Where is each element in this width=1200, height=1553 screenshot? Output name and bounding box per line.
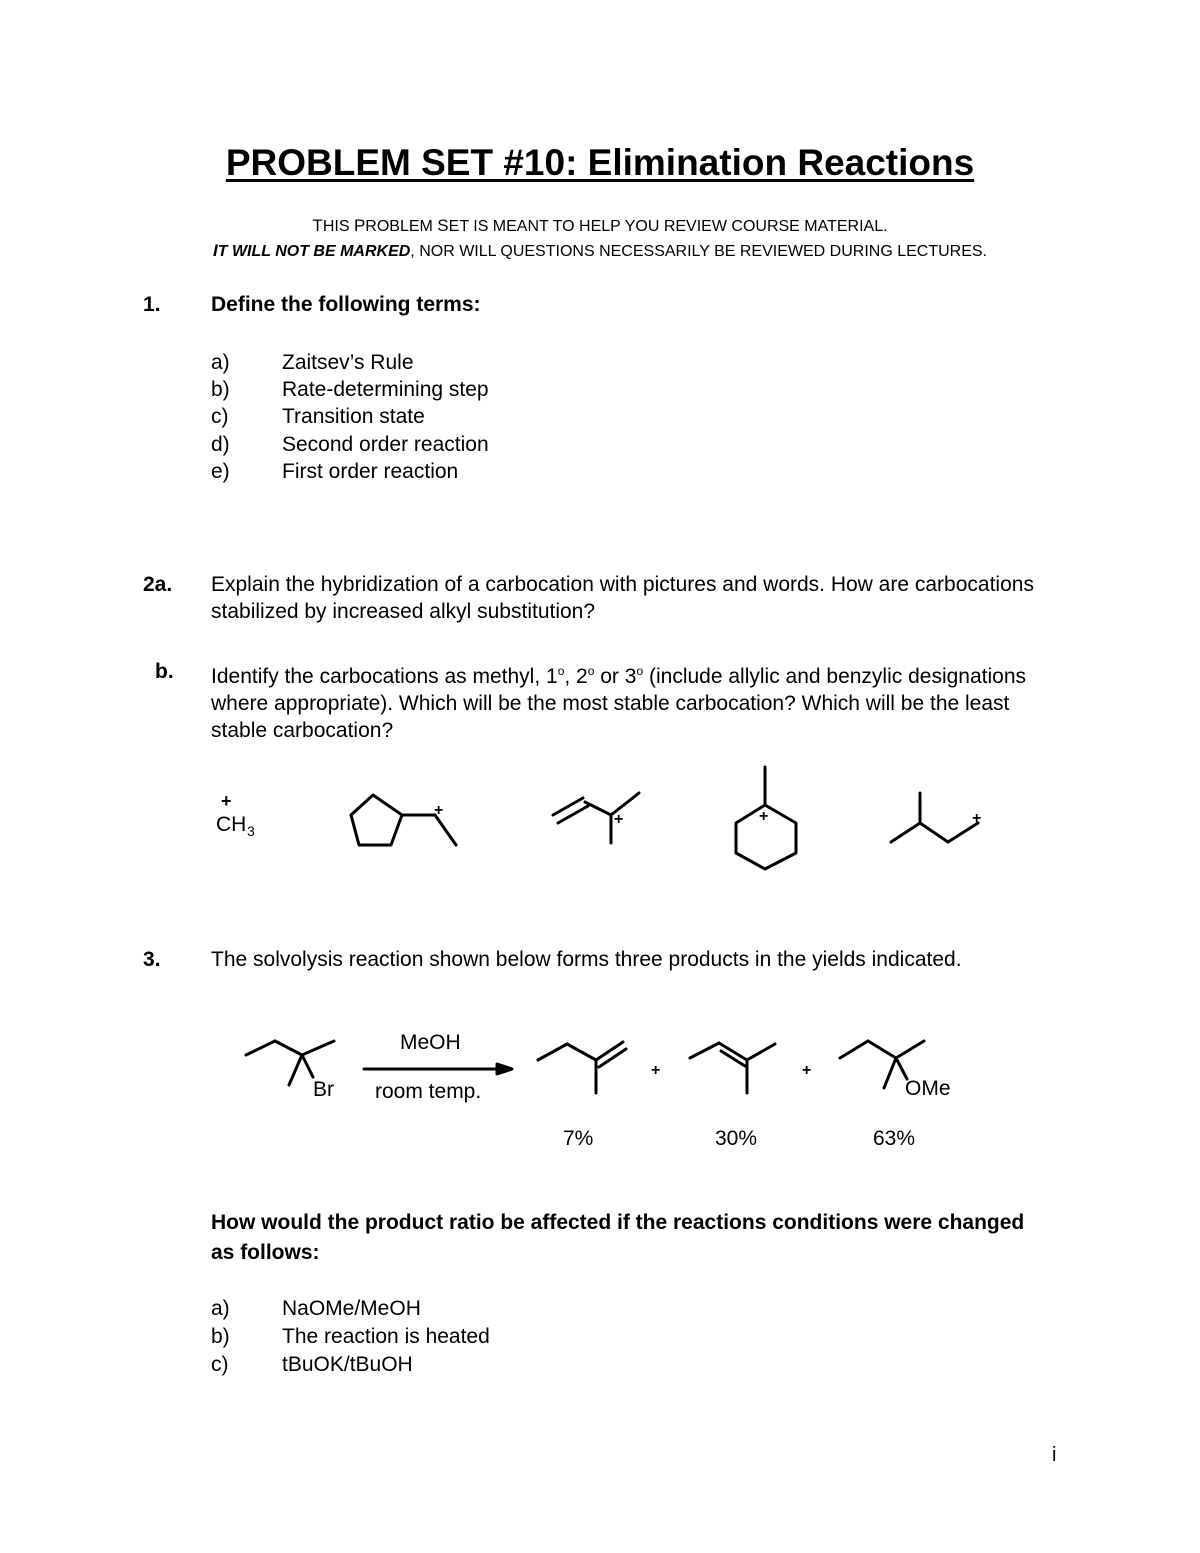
methyl-cation-plus: +: [221, 791, 232, 811]
q3-number: 3.: [143, 948, 161, 971]
q2a-number: 2a.: [143, 573, 173, 596]
q1-item-a-text: Zaitsev’s Rule: [282, 351, 414, 374]
q1-prompt: Define the following terms:: [211, 293, 481, 316]
q3-item-c-label: c): [211, 1353, 229, 1376]
isobutyl-cation-structure: [891, 793, 978, 842]
q2a-text: Explain the hybridization of a carbocation with pictures and words. How are carbocations stabilized by increased alkyl substitution?: [211, 573, 1034, 623]
page-title: PROBLEM SET #10: Elimination Reactions: [225, 142, 975, 183]
reaction-plus-2: +: [802, 1062, 812, 1079]
cyclohexyl-cation-plus: +: [759, 808, 769, 825]
methyl-cation-subscript: 3: [247, 823, 255, 839]
cyclopentyl-cation-plus: +: [434, 802, 444, 819]
q3-item-b-text: The reaction is heated: [282, 1325, 490, 1348]
q2b-number: b.: [155, 660, 174, 683]
condition-label: room temp.: [375, 1080, 482, 1103]
q3-text: The solvolysis reaction shown below forms three products in the yields indicated.: [211, 948, 962, 971]
isobutyl-cation-plus: +: [972, 810, 982, 827]
product-2-structure: [690, 1043, 775, 1093]
allylic-cation-structure: [553, 793, 639, 843]
q1-item-e-label: e): [211, 460, 230, 483]
subtitle-line-2: IT WILL NOT BE MARKED, NOR WILL QUESTIONS NECESSARILY BE REVIEWED DURING LECTURES.: [212, 241, 987, 260]
allylic-cation-plus: +: [614, 811, 624, 828]
page-number: i: [1052, 1444, 1057, 1466]
q2b-text: Identify the carbocations as methyl, 1$^o$, 2$^o$ or 3$^o$ (include allylic and benzylic designations where appropriate). Which will be the most stable carbocation? Which will be the least stable carbocation?: [211, 664, 1027, 742]
yield-product-3: 63%: [873, 1127, 916, 1150]
not-marked-emphasis: IT WILL NOT BE MARKED: [212, 241, 411, 260]
subtitle-line-1: THIS PROBLEM SET IS MEANT TO HELP YOU REVIEW COURSE MATERIAL.: [312, 216, 888, 235]
methyl-cation-label: CH: [216, 813, 247, 836]
q3-item-a-label: a): [211, 1297, 230, 1320]
reaction-arrow: [364, 1064, 512, 1074]
yield-product-1: 7%: [563, 1127, 594, 1150]
q3-item-a-text: NaOMe/MeOH: [282, 1297, 421, 1320]
q3-item-c-text: tBuOK/tBuOH: [282, 1353, 413, 1376]
reaction-plus-1: +: [651, 1062, 661, 1079]
q1-item-a-label: a): [211, 351, 230, 374]
q1-item-b-text: Rate-determining step: [282, 378, 489, 401]
q1-number: 1.: [143, 293, 161, 316]
product-1-structure: [538, 1042, 626, 1093]
q3-item-b-label: b): [211, 1325, 230, 1348]
q1-item-d-text: Second order reaction: [282, 433, 489, 456]
q1-item-c-label: c): [211, 405, 229, 428]
q1-item-d-label: d): [211, 433, 230, 456]
q1-item-c-text: Transition state: [282, 405, 425, 428]
yield-product-2: 30%: [715, 1127, 758, 1150]
q1-item-e-text: First order reaction: [282, 460, 459, 483]
product-group-label: OMe: [905, 1077, 951, 1100]
q1-item-b-label: b): [211, 378, 230, 401]
q3-followup: How would the product ratio be affected if the reactions conditions were changed as follows:: [211, 1211, 1025, 1264]
reagent-label: MeOH: [400, 1031, 461, 1054]
leaving-group-label: Br: [313, 1078, 334, 1101]
